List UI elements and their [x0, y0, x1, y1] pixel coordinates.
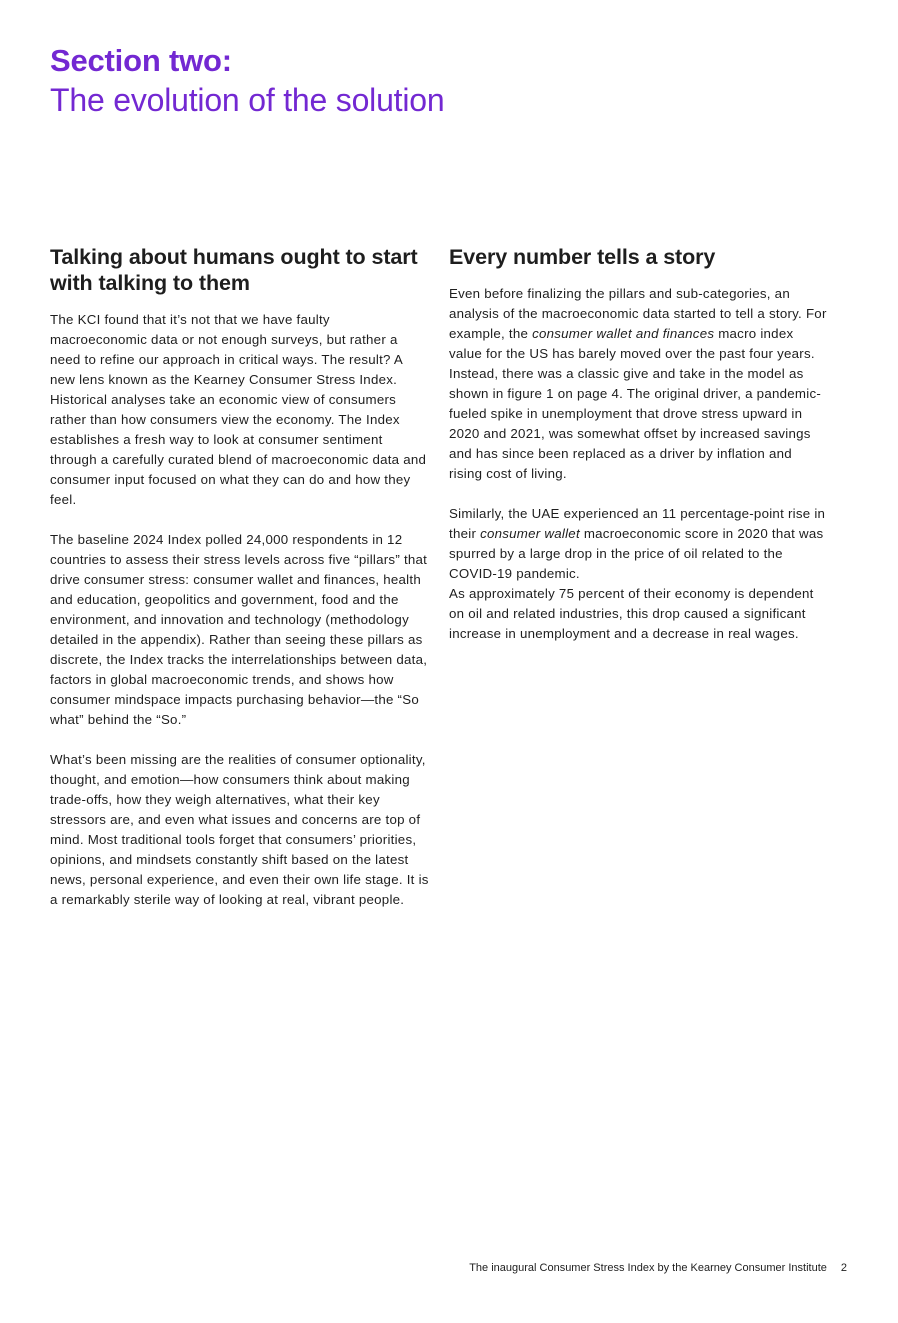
right-paragraph-3: As approximately 75 percent of their economy is dependent on oil and related industries, this drop caused a significant increase in unemployment and a decrease in real wages.: [449, 586, 814, 641]
section-header: [50, 42, 444, 120]
page-footer: [469, 1260, 847, 1276]
right-paragraph-2: [449, 504, 829, 584]
left-column: [50, 244, 430, 930]
section-label: Section two:: [50, 43, 232, 78]
right-column: [449, 244, 829, 664]
right-paragraph-1: [449, 284, 829, 484]
right-p1-text-after: macro index value for the US has barely moved over the past four years. Instead, there was a classic give and take in the model as shown in figure 1 on page 4. The original driver, a pandemic-fueled spike in unemployment that drove stress upward in 2020 and 2021, was somewhat offset by increased savings and has since been replaced as a driver by inflation and rising cost of living.: [449, 326, 822, 481]
section-title: The evolution of the solution: [50, 82, 445, 118]
right-p1-text-before: Even before finalizing the pillars and sub-categories, an analysis of the macroeconomic data started to tell a story. For example, the: [449, 286, 827, 341]
right-column-heading: Every number tells a story: [449, 245, 716, 269]
footer-publication-title: The inaugural Consumer Stress Index by the Kearney Consumer Institute: [469, 1262, 827, 1274]
right-p2-text-before: Similarly, the UAE experienced an 11 percentage-point rise in their: [449, 506, 826, 541]
left-paragraph-3: What’s been missing are the realities of consumer optionality, thought, and emotion—how consumers think about making trade-offs, how they weigh alternatives, what their key stressors are, and even what issues and concerns are top of mind. Most traditional tools forget that consumers’ priorities, opinions, and mindsets constantly shift based on the latest news, personal experience, and even their own life stage. It is a remarkably sterile way of looking at real, vibrant people.: [50, 752, 429, 907]
left-paragraph-1: The KCI found that it’s not that we have faulty macroeconomic data or not enough surveys, but rather a need to refine our approach in critical ways. The result? A new lens known as the Kearney Consumer Stress Index. Historical analyses take an economic view of consumers rather than how consumers view the economy. The Index establishes a fresh way to look at consumer sentiment through a carefully curated blend of macroeconomic data and consumer input focused on what they can do and how they feel.: [50, 312, 427, 507]
page-number: 2: [840, 1262, 847, 1274]
left-paragraph-2: The baseline 2024 Index polled 24,000 respondents in 12 countries to assess their stress levels across five “pillars” that drive consumer stress: consumer wallet and finances, health and education, geopolitics and government, food and the environment, and innovation and technology (methodology detailed in the appendix). Rather than seeing these pillars as discrete, the Index tracks the interrelationships between data, factors in global macroeconomic trends, and shows how consumer mindspace impacts purchasing behavior—the “So what” behind the “So.”: [50, 532, 428, 727]
right-p2-italic-term: consumer wallet: [480, 526, 580, 541]
right-p1-italic-term: consumer wallet and finances: [532, 326, 715, 341]
right-p2-text-after: macroeconomic score in 2020 that was spurred by a large drop in the price of oil related to the COVID-19 pandemic.: [449, 526, 824, 581]
left-column-heading: Talking about humans ought to start with talking to them: [50, 245, 418, 295]
